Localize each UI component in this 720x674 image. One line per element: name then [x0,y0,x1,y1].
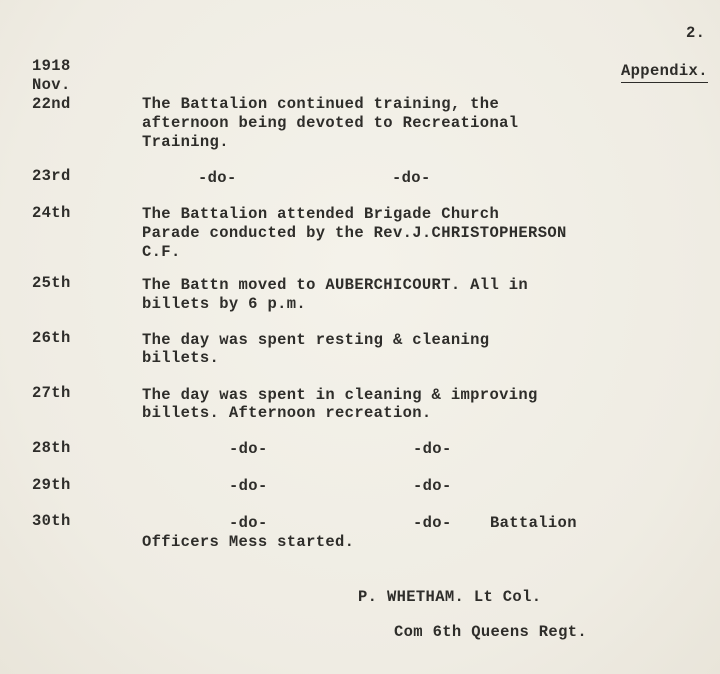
entry-date: 28th [32,439,71,457]
ditto-mark: -do- [229,514,268,532]
entry-date: 23rd [32,167,71,185]
signature-name: P. WHETHAM. Lt Col. [358,588,542,606]
appendix-label: Appendix. [621,62,708,83]
entry-text-line: Parade conducted by the Rev.J.CHRISTOPHERSON [142,224,567,242]
ditto-mark: -do- [229,477,268,495]
ditto-mark: -do- [229,440,268,458]
ditto-mark: -do- [413,477,452,495]
ditto-mark: -do- [392,169,431,187]
entry-text-line: The day was spent in cleaning & improving [142,386,538,404]
entry-date: 26th [32,329,71,347]
entry-text-line: The Battn moved to AUBERCHICOURT. All in [142,276,529,294]
ditto-mark: -do- [413,514,452,532]
entry-date: 29th [32,476,71,494]
entry-text-line: billets by 6 p.m. [142,295,307,313]
entry-date: 24th [32,204,71,222]
ditto-mark: -do- [413,440,452,458]
entry-text-line: The Battalion attended Brigade Church [142,205,500,223]
entry-text-line: billets. Afternoon recreation. [142,404,432,422]
entry-date: 27th [32,384,71,402]
entry-text-line: Battalion [490,514,577,532]
entry-date: 22nd [32,95,71,113]
year: 1918 [32,57,71,75]
entry-text-line: The day was spent resting & cleaning [142,331,490,349]
entry-text-line: afternoon being devoted to Recreational [142,114,519,132]
entry-text-line: C.F. [142,243,181,261]
entry-text-line: Officers Mess started. [142,533,355,551]
entry-text-line: The Battalion continued training, the [142,95,500,113]
entry-text-line: billets. [142,349,220,367]
month: Nov. [32,76,71,94]
signature-title: Com 6th Queens Regt. [394,623,588,641]
ditto-mark: -do- [198,169,237,187]
entry-text-line: Training. [142,133,229,151]
entry-date: 30th [32,512,71,530]
entry-date: 25th [32,274,71,292]
page-number: 2. [686,24,706,42]
